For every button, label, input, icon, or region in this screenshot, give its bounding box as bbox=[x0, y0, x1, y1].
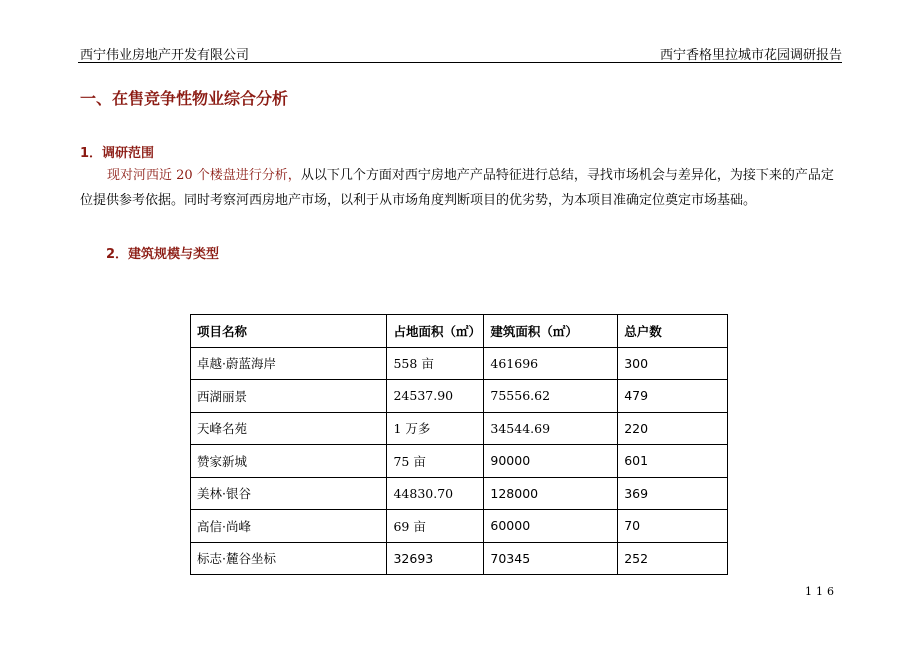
cell-land-area: 558 亩 bbox=[387, 347, 484, 380]
table-row bbox=[191, 412, 728, 445]
table-row bbox=[191, 347, 728, 380]
table-row bbox=[191, 477, 728, 510]
header-land-area: 占地面积（㎡） bbox=[387, 315, 484, 348]
header-households: 总户数 bbox=[618, 315, 728, 348]
cell-households: 369 bbox=[618, 477, 728, 510]
cell-households: 601 bbox=[618, 445, 728, 478]
cell-project-name: 卓越·蔚蓝海岸 bbox=[191, 347, 387, 380]
cell-project-name: 天峰名苑 bbox=[191, 412, 387, 445]
cell-households: 300 bbox=[618, 347, 728, 380]
cell-project-name: 高信·尚峰 bbox=[191, 510, 387, 543]
cell-building-area: 34544.69 bbox=[484, 412, 618, 445]
page-number: 116 bbox=[805, 585, 838, 598]
cell-building-area: 90000 bbox=[484, 445, 618, 478]
cell-households: 252 bbox=[618, 542, 728, 575]
cell-land-area: 75 亩 bbox=[387, 445, 484, 478]
table-row bbox=[191, 445, 728, 478]
header-report-title: 西宁香格里拉城市花园调研报告 bbox=[659, 48, 842, 63]
cell-building-area: 60000 bbox=[484, 510, 618, 543]
header-project-name: 项目名称 bbox=[191, 315, 387, 348]
section-2-heading: 2．建筑规模与类型 bbox=[106, 247, 220, 262]
paragraph-highlight: 现对河西近 20 个楼盘进行分析， bbox=[107, 168, 301, 183]
header-building-area: 建筑面积（㎡） bbox=[484, 315, 618, 348]
project-table bbox=[190, 314, 728, 575]
table-row bbox=[191, 542, 728, 575]
cell-building-area: 70345 bbox=[484, 542, 618, 575]
paragraph-body: 从以下几个方面对西宁房地产产品特征进行总结，寻找市场机会与差异化，为接下来的产品定位提供参考依据。同时考察河西房地产市场，以利于从市场角度判断项目的优劣势，为本项目准确定位奠定市场基础。 bbox=[80, 168, 834, 208]
cell-project-name: 标志·麓谷坐标 bbox=[191, 542, 387, 575]
cell-households: 70 bbox=[618, 510, 728, 543]
header-divider bbox=[78, 62, 842, 63]
cell-project-name: 赞家新城 bbox=[191, 445, 387, 478]
cell-land-area: 32693 bbox=[387, 542, 484, 575]
cell-land-area: 1 万多 bbox=[387, 412, 484, 445]
section-1-paragraph bbox=[80, 163, 845, 213]
table-row bbox=[191, 510, 728, 543]
cell-land-area: 24537.90 bbox=[387, 380, 484, 413]
section-1-heading: 1．调研范围 bbox=[80, 146, 155, 161]
cell-households: 479 bbox=[618, 380, 728, 413]
cell-land-area: 69 亩 bbox=[387, 510, 484, 543]
cell-building-area: 461696 bbox=[484, 347, 618, 380]
page-title: 一、在售竞争性物业综合分析 bbox=[80, 89, 289, 108]
cell-building-area: 128000 bbox=[484, 477, 618, 510]
cell-building-area: 75556.62 bbox=[484, 380, 618, 413]
cell-project-name: 美林·银谷 bbox=[191, 477, 387, 510]
cell-project-name: 西湖丽景 bbox=[191, 380, 387, 413]
cell-land-area: 44830.70 bbox=[387, 477, 484, 510]
table-row bbox=[191, 380, 728, 413]
cell-households: 220 bbox=[618, 412, 728, 445]
header-company: 西宁伟业房地产开发有限公司 bbox=[80, 48, 250, 63]
table-header-row bbox=[191, 315, 728, 348]
